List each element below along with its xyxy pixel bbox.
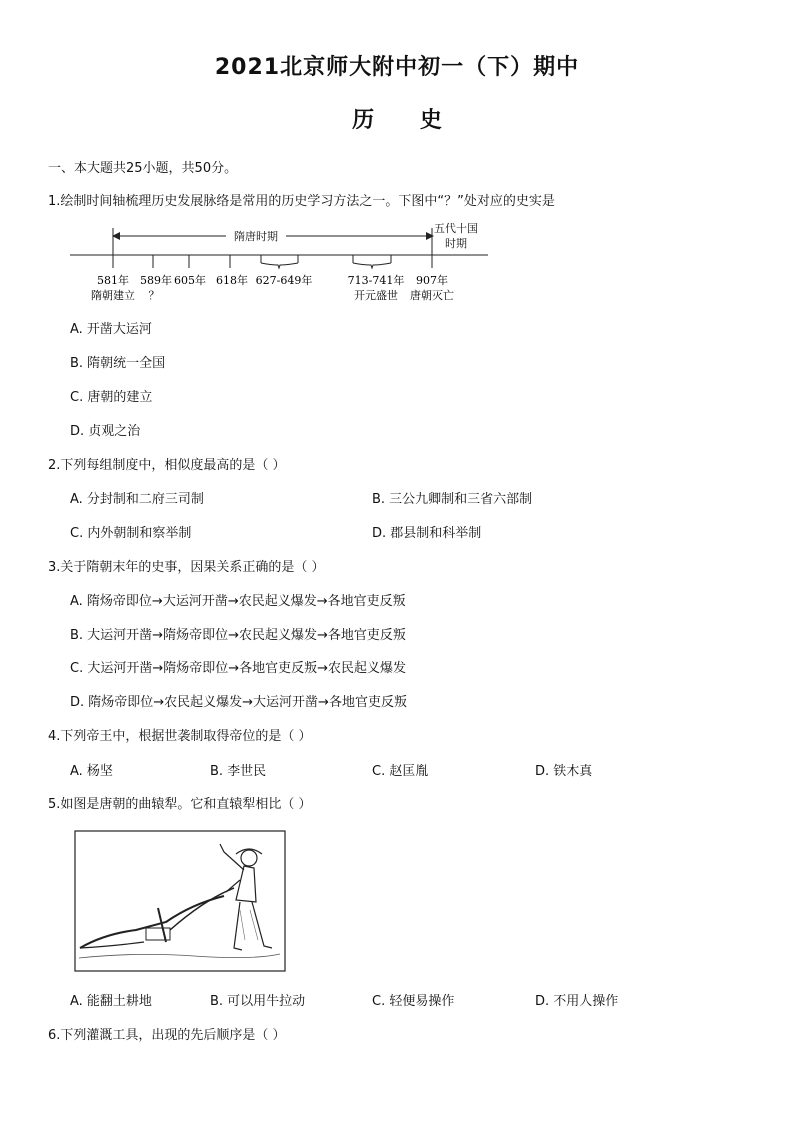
q5-option-b: B. 可以用牛拉动 <box>210 994 306 1009</box>
timeline-period-label: 隋唐时期 <box>234 230 278 243</box>
year-label-605: 605年 <box>174 274 206 287</box>
event-label-tang-fall: 唐朝灭亡 <box>410 289 454 302</box>
year-label-627-649: 627-649年 <box>255 274 313 287</box>
q1-option-d: D. 贞观之治 <box>70 424 141 439</box>
q3-option-b: B. 大运河开凿→隋炀帝即位→农民起义爆发→各地官吏反叛 <box>70 628 406 643</box>
timeline-figure <box>66 218 506 308</box>
question-5-stem: 5.如图是唐朝的曲辕犁。它和直辕犁相比（ ） <box>48 797 312 812</box>
q4-option-a: A. 杨坚 <box>70 764 113 779</box>
timeline-end-label-2: 时期 <box>445 237 467 250</box>
q3-option-d: D. 隋炀帝即位→农民起义爆发→大运河开凿→各地官吏反叛 <box>70 695 407 710</box>
q2-option-b: B. 三公九卿制和三省六部制 <box>372 492 533 507</box>
curved-plow-illustration <box>74 830 286 972</box>
q2-option-a: A. 分封制和二府三司制 <box>70 492 204 507</box>
year-label-713-741: 713-741年 <box>347 274 405 287</box>
q1-option-a: A. 开凿大运河 <box>70 322 152 337</box>
arrow-right-head <box>426 232 434 240</box>
question-3-stem: 3.关于隋朝末年的史事，因果关系正确的是（ ） <box>48 560 325 575</box>
year-label-581: 581年 <box>97 274 129 287</box>
question-1-stem: 1.绘制时间轴梳理历史发展脉络是常用的历史学习方法之一。下图中“？”处对应的史实是 <box>48 194 555 209</box>
year-label-907: 907年 <box>416 274 448 287</box>
year-label-589: 589年 <box>140 274 172 287</box>
q4-option-d: D. 铁木真 <box>535 764 593 779</box>
q4-option-b: B. 李世民 <box>210 764 267 779</box>
q1-option-c: C. 唐朝的建立 <box>70 390 153 405</box>
question-4-stem: 4.下列帝王中，根据世袭制取得帝位的是（ ） <box>48 729 312 744</box>
q5-option-c: C. 轻便易操作 <box>372 994 455 1009</box>
q1-option-b: B. 隋朝统一全国 <box>70 356 166 371</box>
exam-title: 2021北京师大附中初一（下）期中 <box>214 55 580 80</box>
timeline-end-label-1: 五代十国 <box>434 222 478 235</box>
q2-option-c: C. 内外朝制和察举制 <box>70 526 192 541</box>
event-label-sui-founded: 隋朝建立 <box>91 289 135 302</box>
q5-option-a: A. 能翻土耕地 <box>70 994 152 1009</box>
q2-option-d: D. 郡县制和科举制 <box>372 526 482 541</box>
question-6-stem: 6.下列灌溉工具，出现的先后顺序是（ ） <box>48 1028 286 1043</box>
event-label-kaiyuan: 开元盛世 <box>354 289 398 302</box>
question-2-stem: 2.下列每组制度中，相似度最高的是（ ） <box>48 458 286 473</box>
q3-option-a: A. 隋炀帝即位→大运河开凿→农民起义爆发→各地官吏反叛 <box>70 594 406 609</box>
section-heading: 一、本大题共25小题，共50分。 <box>48 161 238 176</box>
q5-option-d: D. 不用人操作 <box>535 994 619 1009</box>
exam-subject: 历 史 <box>352 108 442 133</box>
q3-option-c: C. 大运河开凿→隋炀帝即位→各地官吏反叛→农民起义爆发 <box>70 661 407 676</box>
event-label-question-mark: ？ <box>148 289 160 302</box>
year-label-618: 618年 <box>216 274 248 287</box>
q4-option-c: C. 赵匡胤 <box>372 764 429 779</box>
